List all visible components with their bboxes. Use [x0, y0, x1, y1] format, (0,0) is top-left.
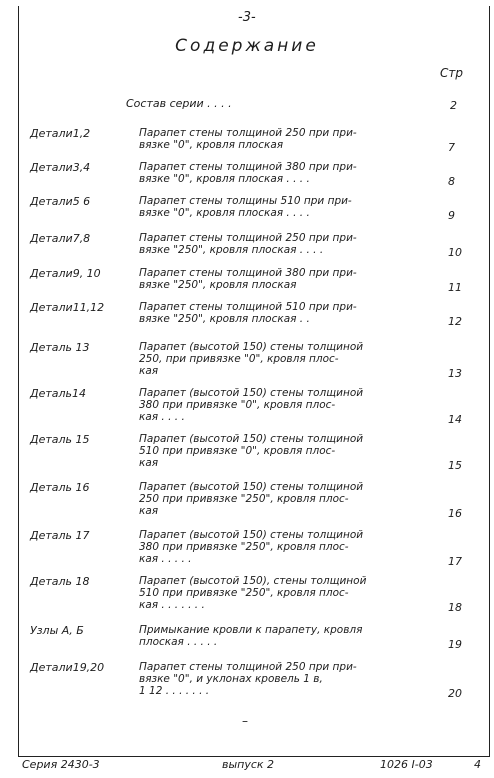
page-number: -3-	[238, 10, 256, 25]
description-line: Парапет стены толщиной 250 при при-	[139, 232, 357, 244]
description-line: 250 при привязке "250", кровля плос-	[139, 493, 349, 505]
description-line: кая . . . .	[139, 411, 185, 423]
description-line: Парапет (высотой 150) стены толщиной	[139, 529, 364, 541]
description-line: плоская . . . . .	[139, 636, 218, 648]
toc-entry-description	[139, 575, 435, 611]
description-line: 510 при привязке "250", кровля плос-	[139, 587, 349, 599]
description-line: кая	[139, 365, 159, 377]
toc-entry-label: Деталь 17	[30, 529, 90, 542]
description-line: кая	[139, 457, 159, 469]
footer-series: Серия 2430-3	[22, 758, 100, 771]
toc-entry-page: 13	[448, 367, 462, 380]
footer-sheet: 4	[474, 758, 481, 771]
description-line: Парапет (высотой 150) стены толщиной	[139, 387, 364, 399]
toc-entry-page: 16	[448, 507, 462, 520]
description-line: 510 при привязке "0", кровля плос-	[139, 445, 336, 457]
toc-entry-description	[139, 433, 435, 469]
description-line: вязке "0", кровля плоская	[139, 139, 284, 151]
description-line: Примыкание кровли к парапету, кровля	[139, 624, 363, 636]
page-column-header: Стр	[440, 66, 463, 80]
toc-entry-page: 18	[448, 601, 462, 614]
toc-entry-description	[139, 232, 435, 256]
toc-entry-page: 15	[448, 459, 462, 472]
toc-entry-label: Детали3,4	[30, 161, 91, 174]
description-line: вязке "0", и уклонах кровель 1 в,	[139, 673, 323, 685]
description-line: вязке "0", кровля плоская . . . .	[139, 173, 310, 185]
toc-entry-label: Узлы А, Б	[30, 624, 84, 637]
toc-entry-label: Детали11,12	[30, 301, 105, 314]
toc-entry-label: Детали7,8	[30, 232, 91, 245]
description-line: вязке "250", кровля плоская . .	[139, 313, 310, 325]
toc-entry-page: 11	[448, 281, 462, 294]
toc-entry-description	[139, 341, 435, 377]
toc-entry-description	[139, 481, 435, 517]
description-line: Парапет стены толщиной 510 при при-	[139, 301, 357, 313]
description-line: Парапет стены толщиной 380 при при-	[139, 161, 357, 173]
toc-entry-description	[139, 624, 435, 648]
toc-entry-description	[139, 661, 435, 697]
description-line: вязке "250", кровля плоская	[139, 279, 297, 291]
description-line: кая . . . . . . .	[139, 599, 205, 611]
end-dash: –	[242, 714, 248, 728]
page-title: Содержание	[175, 36, 319, 56]
description-line: Парапет стены толщиной 380 при при-	[139, 267, 357, 279]
toc-entry-page: 19	[448, 638, 462, 651]
series-entry-label: Состав серии . . . .	[126, 97, 232, 110]
toc-entry-label: Детали9, 10	[30, 267, 101, 280]
description-line: Парапет (высотой 150) стены толщиной	[139, 481, 364, 493]
toc-entry-description	[139, 195, 435, 219]
toc-entry-page: 8	[448, 175, 455, 188]
description-line: вязке "0", кровля плоская . . . .	[139, 207, 310, 219]
toc-entry-page: 20	[448, 687, 462, 700]
toc-entry-description	[139, 267, 435, 291]
description-line: кая	[139, 505, 159, 517]
toc-entry-label: Детали5 6	[30, 195, 91, 208]
description-line: Парапет (высотой 150) стены толщиной	[139, 433, 364, 445]
description-line: вязке "250", кровля плоская . . . .	[139, 244, 324, 256]
toc-entry-description	[139, 301, 435, 325]
description-line: 250, при привязке "0", кровля плос-	[139, 353, 339, 365]
description-line: Парапет (высотой 150), стены толщиной	[139, 575, 367, 587]
series-entry-page: 2	[450, 99, 457, 112]
toc-entry-description	[139, 127, 435, 151]
toc-entry-label: Деталь14	[30, 387, 87, 400]
description-line: 1 12 . . . . . . .	[139, 685, 210, 697]
toc-entry-page: 9	[448, 209, 455, 222]
toc-entry-page: 7	[448, 141, 455, 154]
description-line: Парапет стены толщиной 250 при при-	[139, 127, 357, 139]
toc-entry-description	[139, 529, 435, 565]
toc-entry-page: 10	[448, 246, 462, 259]
toc-entry-description	[139, 387, 435, 423]
toc-entry-page: 14	[448, 413, 462, 426]
description-line: кая . . . . .	[139, 553, 192, 565]
description-line: Парапет стены толщиной 250 при при-	[139, 661, 357, 673]
toc-entry-page: 12	[448, 315, 462, 328]
toc-entry-label: Деталь 13	[30, 341, 90, 354]
toc-entry-page: 17	[448, 555, 462, 568]
toc-entry-label: Детали1,2	[30, 127, 91, 140]
description-line: Парапет стены толщины 510 при при-	[139, 195, 352, 207]
toc-entry-label: Деталь 18	[30, 575, 90, 588]
toc-entry-description	[139, 161, 435, 185]
toc-entry-label: Деталь 15	[30, 433, 90, 446]
toc-entry-label: Детали19,20	[30, 661, 105, 674]
description-line: 380 при привязке "250", кровля плос-	[139, 541, 349, 553]
footer-issue: выпуск 2	[222, 758, 275, 771]
description-line: 380 при привязке "0", кровля плос-	[139, 399, 336, 411]
footer-code: 1026 I-03	[380, 758, 433, 771]
description-line: Парапет (высотой 150) стены толщиной	[139, 341, 364, 353]
toc-entry-label: Деталь 16	[30, 481, 90, 494]
